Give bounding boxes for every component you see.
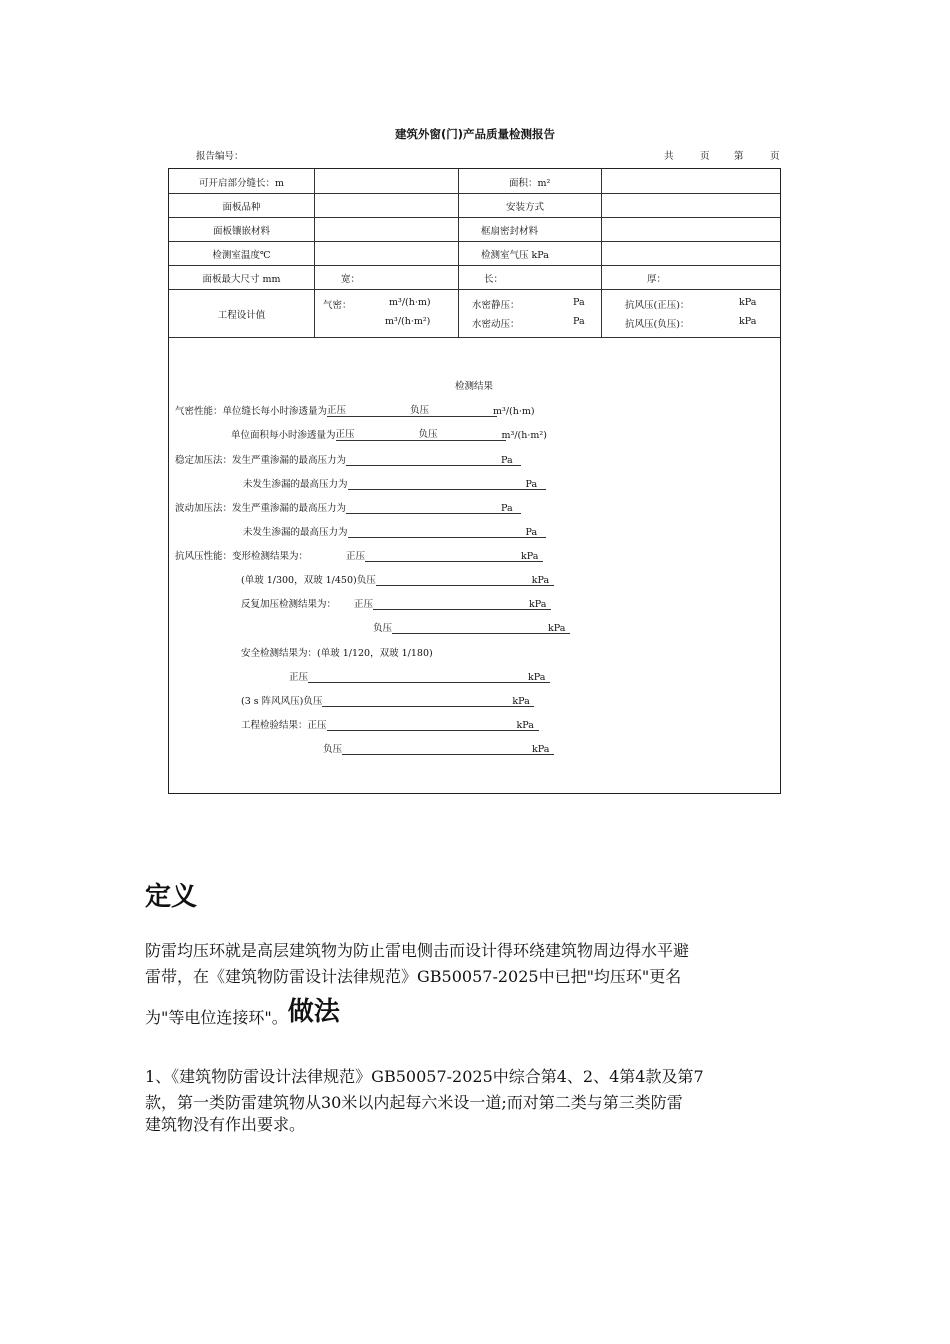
result-line-label: 工程检验结果：正压 (241, 720, 327, 731)
fill-line (373, 598, 551, 610)
page-total-suffix: 页 (700, 151, 710, 162)
fill-line (322, 695, 534, 707)
panel-type-label: 面板品种 (222, 202, 261, 213)
result-line-label: 未发生渗漏的最高压力为 (243, 479, 348, 490)
result-line-label: 抗风压性能：变形检测结果为： (175, 551, 309, 562)
method-paragraph-line-1: 1、《建筑物防雷设计法律规范》GB50057-2025中综合第4、2、4第4款及第7 (145, 1067, 704, 1086)
air-unit-length: m³/(h·m) (389, 297, 431, 308)
seal-material-label: 框扇密封材料 (481, 226, 539, 237)
result-line-air-length (175, 403, 535, 417)
result-line-label: 稳定加压法：发生严重渗漏的最高压力为 (175, 455, 347, 466)
positive-label: 正压 (289, 672, 309, 683)
wind-positive-label: 抗风压(正压)： (625, 300, 690, 311)
positive-label: 正压 (354, 599, 374, 610)
room-temp-label: 检测室温度℃ (212, 250, 271, 261)
result-line-label: 反复加压检测结果为： (241, 599, 337, 610)
result-line-label: 波动加压法：发生严重渗漏的最高压力为 (175, 503, 347, 514)
air-unit-area: m³/(h·m²) (385, 316, 431, 327)
result-line-gust-negative (241, 693, 530, 707)
negative-label: 负压 (323, 744, 343, 755)
column-divider (601, 169, 602, 337)
fill-line (346, 454, 521, 466)
unit-label: Pa (501, 503, 513, 514)
result-line-cyclic-none (243, 524, 537, 538)
fill-line (392, 622, 570, 634)
unit-label: kPa (531, 575, 550, 586)
area-label: 面积：m² (509, 178, 551, 189)
positive-label: 正压 (335, 429, 355, 440)
result-line-safety-positive (289, 669, 545, 683)
installation-label: 安装方式 (506, 202, 545, 213)
fill-line (346, 502, 521, 514)
result-line-air-area (231, 427, 547, 441)
negative-label: 负压 (418, 429, 438, 440)
fill-line (348, 526, 546, 538)
fill-line (365, 550, 543, 562)
unit-label: kPa (548, 623, 566, 634)
unit-label: kPa (528, 672, 546, 683)
width-label: 宽： (341, 274, 361, 285)
wind-negative-label: 抗风压(负压)： (625, 319, 690, 330)
panel-inlay-label: 面板镶嵌材料 (212, 226, 270, 237)
unit-label: kPa (529, 599, 547, 610)
definition-line-2: 雷带，在《建筑物防雷设计法律规范》GB50057-2025中已把"均压环"更名 (145, 967, 682, 986)
fill-line (327, 405, 497, 417)
design-value-label: 工程设计值 (217, 310, 266, 321)
max-size-label: 面板最大尺寸 mm (202, 274, 281, 285)
row-divider (169, 337, 780, 338)
unit-label: kPa (532, 744, 550, 755)
positive-label: 正压 (327, 405, 347, 416)
result-line-deform-positive (175, 548, 538, 562)
unit-label: Pa (525, 479, 538, 490)
result-line-label: 气密性能：单位缝长每小时渗透量为 (175, 406, 328, 417)
definition-line-3-row (145, 997, 805, 1031)
unit-label: m³/(h·m) (493, 406, 535, 417)
result-line-label: (单玻 1/300，双玻 1/450)负压 (241, 575, 376, 586)
water-static-unit: Pa (573, 297, 585, 308)
result-line-cyclic-severe (175, 500, 513, 514)
result-line-label: 单位面积每小时渗透量为 (231, 430, 336, 441)
definition-heading: 定义 (145, 882, 198, 912)
result-line-repeat-negative (373, 620, 565, 634)
unit-label: kPa (521, 551, 539, 562)
report-number-label: 报告编号： (196, 151, 244, 162)
definition-line-1: 防雷均压环就是高层建筑物为防止雷电侧击而设计得环绕建筑物周边得水平避 (145, 941, 690, 960)
thickness-label: 厚： (647, 274, 667, 285)
negative-label: 负压 (373, 623, 393, 634)
page-total-prefix: 共 (664, 151, 674, 162)
result-line-project-negative (323, 741, 549, 755)
row-divider (169, 217, 780, 218)
result-line-steady-none (243, 476, 537, 490)
definition-line-3: 为"等电位连接环"。 (145, 1008, 288, 1027)
report-title: 建筑外窗(门)产品质量检测报告 (394, 127, 555, 141)
fill-line (342, 743, 554, 755)
result-line-steady-severe (175, 452, 513, 466)
page-current-suffix: 页 (770, 151, 780, 162)
length-label: 可开启部分缝长：m (198, 178, 284, 189)
unit-label: kPa (512, 696, 530, 707)
row-divider (169, 265, 780, 266)
fill-line (376, 574, 554, 586)
water-static-label: 水密静压： (472, 300, 520, 311)
page-current-prefix: 第 (734, 151, 744, 162)
row-divider (169, 241, 780, 242)
method-paragraph-line-2: 款，第一类防雷建筑物从30米以内起每六米设一道;而对第二类与第三类防雷 (145, 1093, 683, 1112)
result-line-safety-title: 安全检测结果为：(单玻 1/120，双玻 1/180) (241, 648, 433, 659)
result-line-label: (3 s 阵风风压)负压 (241, 696, 323, 707)
row-divider (169, 289, 780, 290)
length-field-label: 长： (484, 274, 504, 285)
water-dynamic-label: 水密动压： (472, 319, 520, 330)
fill-line (327, 719, 539, 731)
unit-label: m³/(h·m²) (501, 430, 547, 441)
water-dynamic-unit: Pa (573, 316, 585, 327)
results-title: 检测结果 (454, 381, 493, 392)
report-table (168, 168, 781, 794)
wind-negative-unit: kPa (739, 316, 757, 327)
negative-label: 负压 (410, 405, 430, 416)
air-tightness-label: 气密： (323, 300, 352, 311)
fill-line (348, 478, 546, 490)
column-divider (458, 169, 459, 337)
unit-label: Pa (501, 455, 513, 466)
result-line-project-positive (241, 717, 534, 731)
positive-label: 正压 (346, 551, 366, 562)
wind-positive-unit: kPa (739, 297, 757, 308)
room-pressure-label: 检测室气压 kPa (481, 250, 549, 261)
unit-label: Pa (525, 527, 538, 538)
result-line-repeat-positive (241, 596, 546, 610)
result-line-deform-negative (241, 572, 549, 586)
unit-label: kPa (516, 720, 534, 731)
fill-line (308, 671, 550, 683)
result-line-label: 未发生渗漏的最高压力为 (243, 527, 348, 538)
method-heading: 做法 (287, 997, 340, 1027)
column-divider (314, 169, 315, 337)
row-divider (169, 193, 780, 194)
fill-line (336, 429, 506, 441)
method-paragraph-line-3: 建筑物没有作出要求。 (145, 1115, 306, 1134)
